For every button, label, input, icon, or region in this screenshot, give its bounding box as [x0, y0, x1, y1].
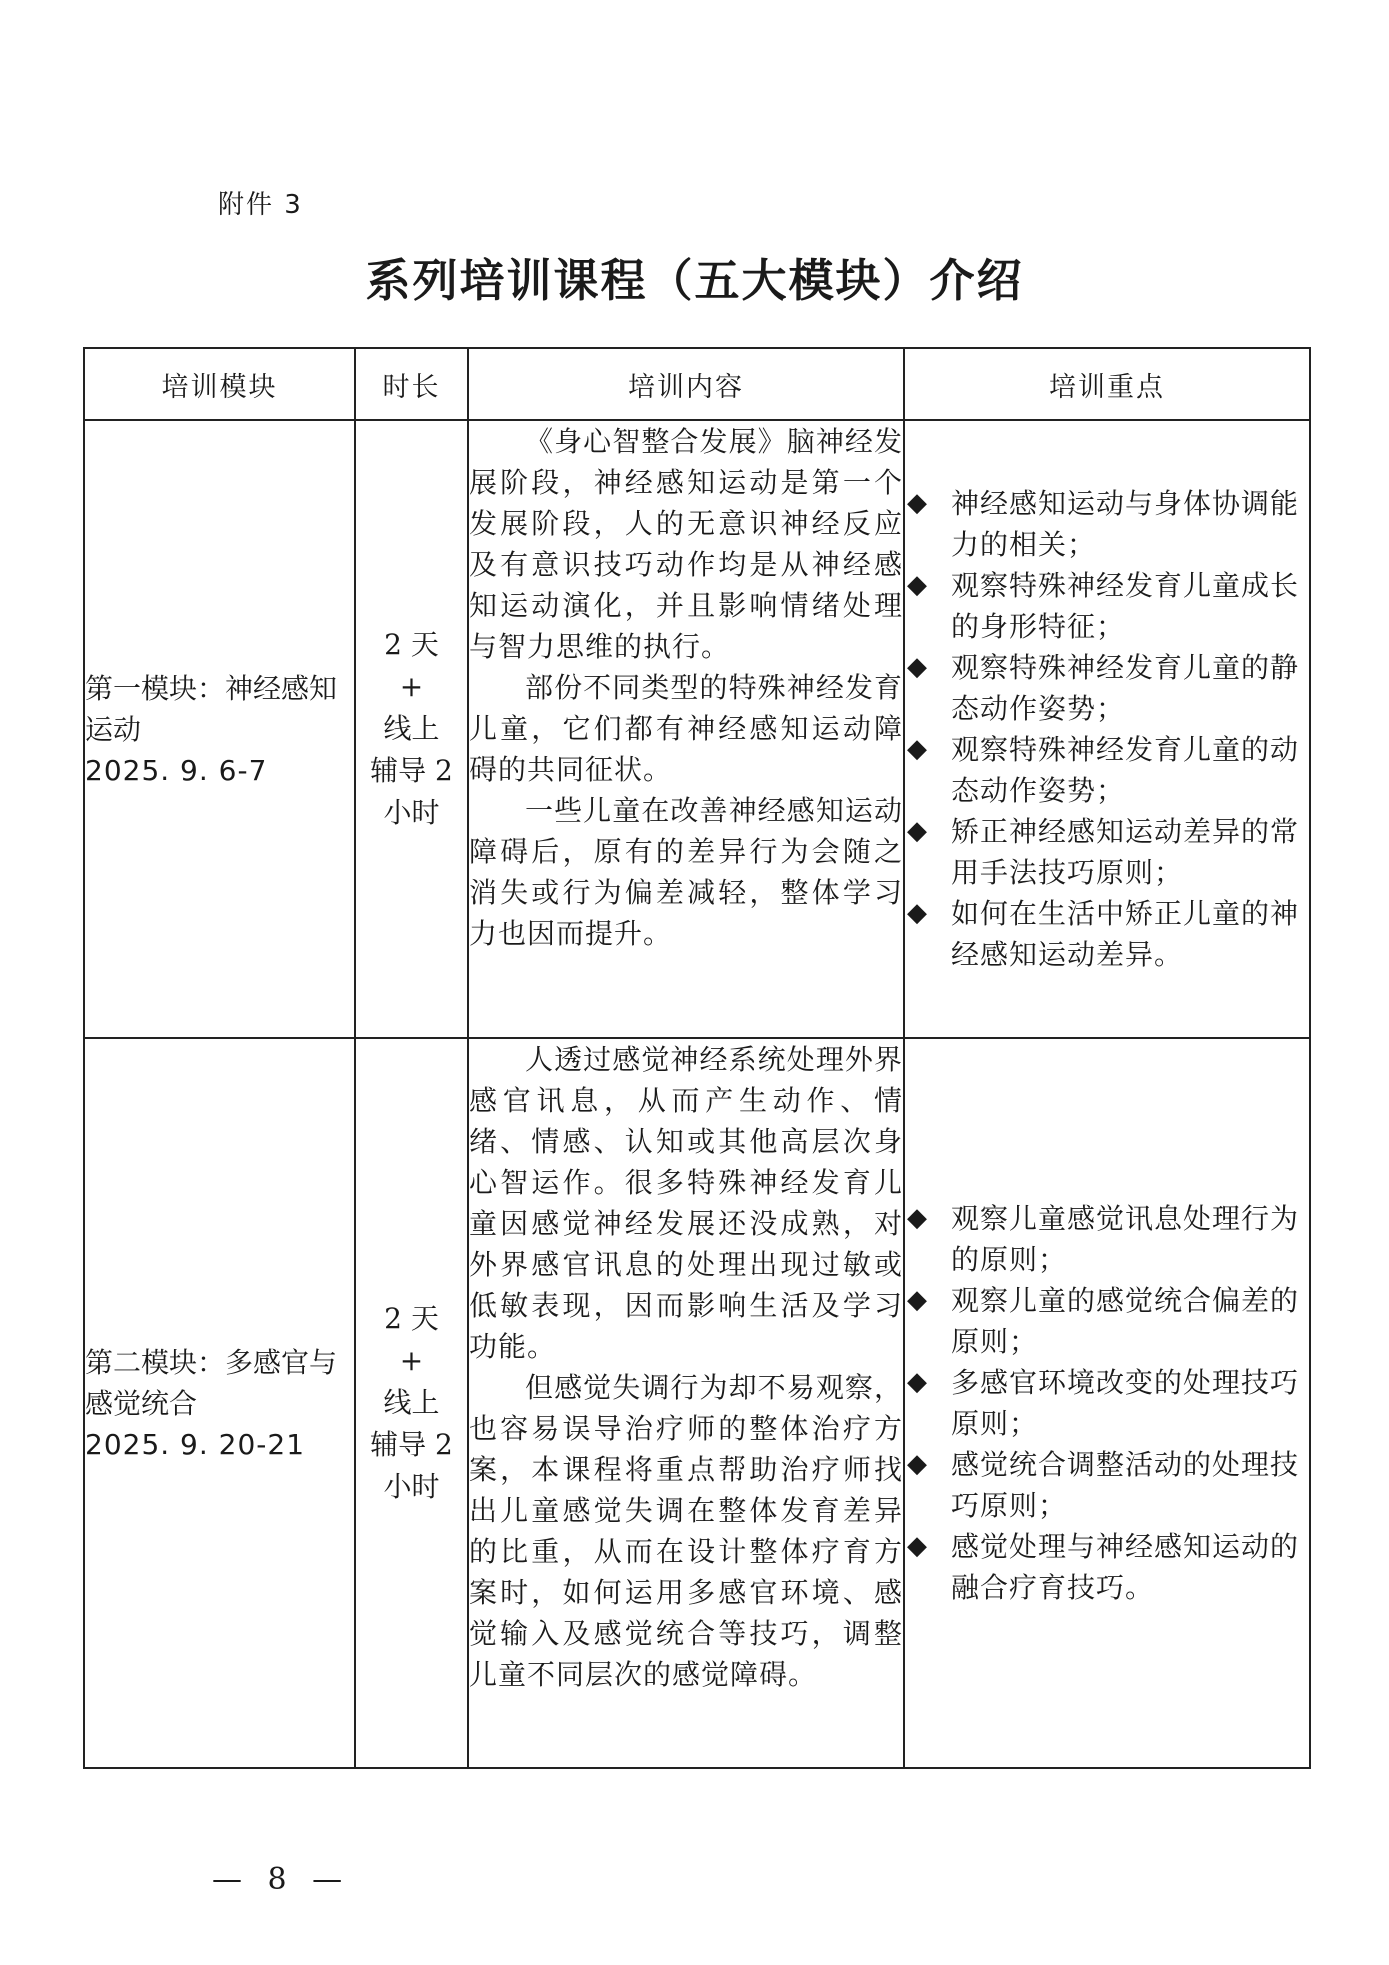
course-table	[83, 347, 1311, 1769]
focus-item	[905, 565, 1309, 647]
content-paragraph: 部份不同类型的特殊神经发育儿童，它们都有神经感知运动障碍的共同征状。	[469, 671, 903, 786]
content-paragraph: 《身心智整合发展》脑神经发展阶段，神经感知运动是第一个发展阶段，人的无意识神经反应及有意识技巧动作均是从神经感知运动演化，并且影响情绪处理与智力思维的执行。	[469, 425, 903, 663]
module-date: 2025. 9. 6-7	[85, 753, 268, 787]
focus-item	[905, 1198, 1309, 1280]
duration-line: 2 天	[384, 1302, 439, 1335]
focus-item-text: 如何在生活中矫正儿童的神经感知运动差异。	[951, 897, 1300, 971]
header-duration: 时长	[355, 348, 468, 420]
focus-list	[905, 1198, 1309, 1608]
content-cell	[468, 420, 904, 1038]
module-cell	[84, 1038, 355, 1768]
focus-cell	[904, 1038, 1310, 1768]
content-paragraph: 一些儿童在改善神经感知运动障碍后，原有的差异行为会随之消失或行为偏差减轻，整体学习力也因而提升。	[469, 794, 903, 950]
page-number: — 8 —	[212, 1862, 351, 1897]
content-cell	[468, 1038, 904, 1768]
black-diamond-bullet-icon: ◆	[907, 1449, 928, 1479]
table-row	[84, 420, 1310, 1038]
focus-item-text: 观察特殊神经发育儿童的静态动作姿势；	[951, 651, 1300, 725]
content-paragraph: 但感觉失调行为却不易观察，也容易误导治疗师的整体治疗方案，本课程将重点帮助治疗师找出儿童感觉失调在整体发育差异的比重，从而在设计整体疗育方案时，如何运用多感官环境、感觉输入及感觉统合等技巧，调整儿童不同层次的感觉障碍。	[469, 1371, 903, 1691]
focus-item	[905, 647, 1309, 729]
header-focus: 培训重点	[904, 348, 1310, 420]
focus-item-text: 观察儿童感觉讯息处理行为的原则；	[951, 1202, 1300, 1276]
duration-line: 线上	[383, 1386, 440, 1419]
focus-item	[905, 1444, 1309, 1526]
focus-item	[905, 729, 1309, 811]
duration-line: +	[399, 1344, 424, 1377]
focus-item	[905, 811, 1309, 893]
focus-item-text: 感觉处理与神经感知运动的融合疗育技巧。	[951, 1530, 1300, 1604]
focus-cell	[904, 420, 1310, 1038]
table-header-row	[84, 348, 1310, 420]
black-diamond-bullet-icon: ◆	[907, 488, 928, 518]
focus-list	[905, 483, 1309, 975]
focus-item-text: 矫正神经感知运动差异的常用手法技巧原则；	[951, 815, 1300, 889]
black-diamond-bullet-icon: ◆	[907, 1531, 928, 1561]
module-name: 第二模块：多感官与感觉统合	[85, 1345, 338, 1420]
duration-line: 线上	[383, 712, 440, 745]
focus-item-text: 观察特殊神经发育儿童的动态动作姿势；	[951, 733, 1300, 807]
focus-item-text: 观察特殊神经发育儿童成长的身形特征；	[951, 569, 1300, 643]
duration-line: 小时	[383, 796, 440, 829]
black-diamond-bullet-icon: ◆	[907, 1203, 928, 1233]
header-content: 培训内容	[468, 348, 904, 420]
focus-item	[905, 1280, 1309, 1362]
black-diamond-bullet-icon: ◆	[907, 898, 928, 928]
duration-line: 2 天	[384, 628, 439, 661]
focus-item	[905, 893, 1309, 975]
black-diamond-bullet-icon: ◆	[907, 652, 928, 682]
focus-item-text: 多感官环境改变的处理技巧原则；	[951, 1366, 1300, 1440]
focus-item	[905, 483, 1309, 565]
duration-line: 辅导 2	[370, 754, 453, 787]
black-diamond-bullet-icon: ◆	[907, 816, 928, 846]
header-module: 培训模块	[84, 348, 355, 420]
black-diamond-bullet-icon: ◆	[907, 734, 928, 764]
attachment-label: 附件 3	[218, 190, 303, 220]
focus-item-text: 感觉统合调整活动的处理技巧原则；	[951, 1448, 1300, 1522]
duration-cell	[355, 1038, 468, 1768]
duration-cell	[355, 420, 468, 1038]
black-diamond-bullet-icon: ◆	[907, 1285, 928, 1315]
page-title: 系列培训课程（五大模块）介绍	[365, 254, 1024, 307]
black-diamond-bullet-icon: ◆	[907, 1367, 928, 1397]
duration-line: +	[399, 670, 424, 703]
module-name: 第一模块：神经感知运动	[85, 671, 338, 746]
black-diamond-bullet-icon: ◆	[907, 570, 928, 600]
module-cell	[84, 420, 355, 1038]
focus-item	[905, 1526, 1309, 1608]
focus-item-text: 神经感知运动与身体协调能力的相关；	[951, 487, 1300, 561]
focus-item-text: 观察儿童的感觉统合偏差的原则；	[951, 1284, 1300, 1358]
content-paragraph: 人透过感觉神经系统处理外界感官讯息，从而产生动作、情绪、情感、认知或其他高层次身心智运作。很多特殊神经发育儿童因感觉神经发展还没成熟，对外界感官讯息的处理出现过敏或低敏表现，因而影响生活及学习功能。	[469, 1043, 903, 1363]
module-date: 2025. 9. 20-21	[85, 1427, 306, 1461]
duration-line: 辅导 2	[370, 1428, 453, 1461]
focus-item	[905, 1362, 1309, 1444]
duration-line: 小时	[383, 1470, 440, 1503]
table-row	[84, 1038, 1310, 1768]
